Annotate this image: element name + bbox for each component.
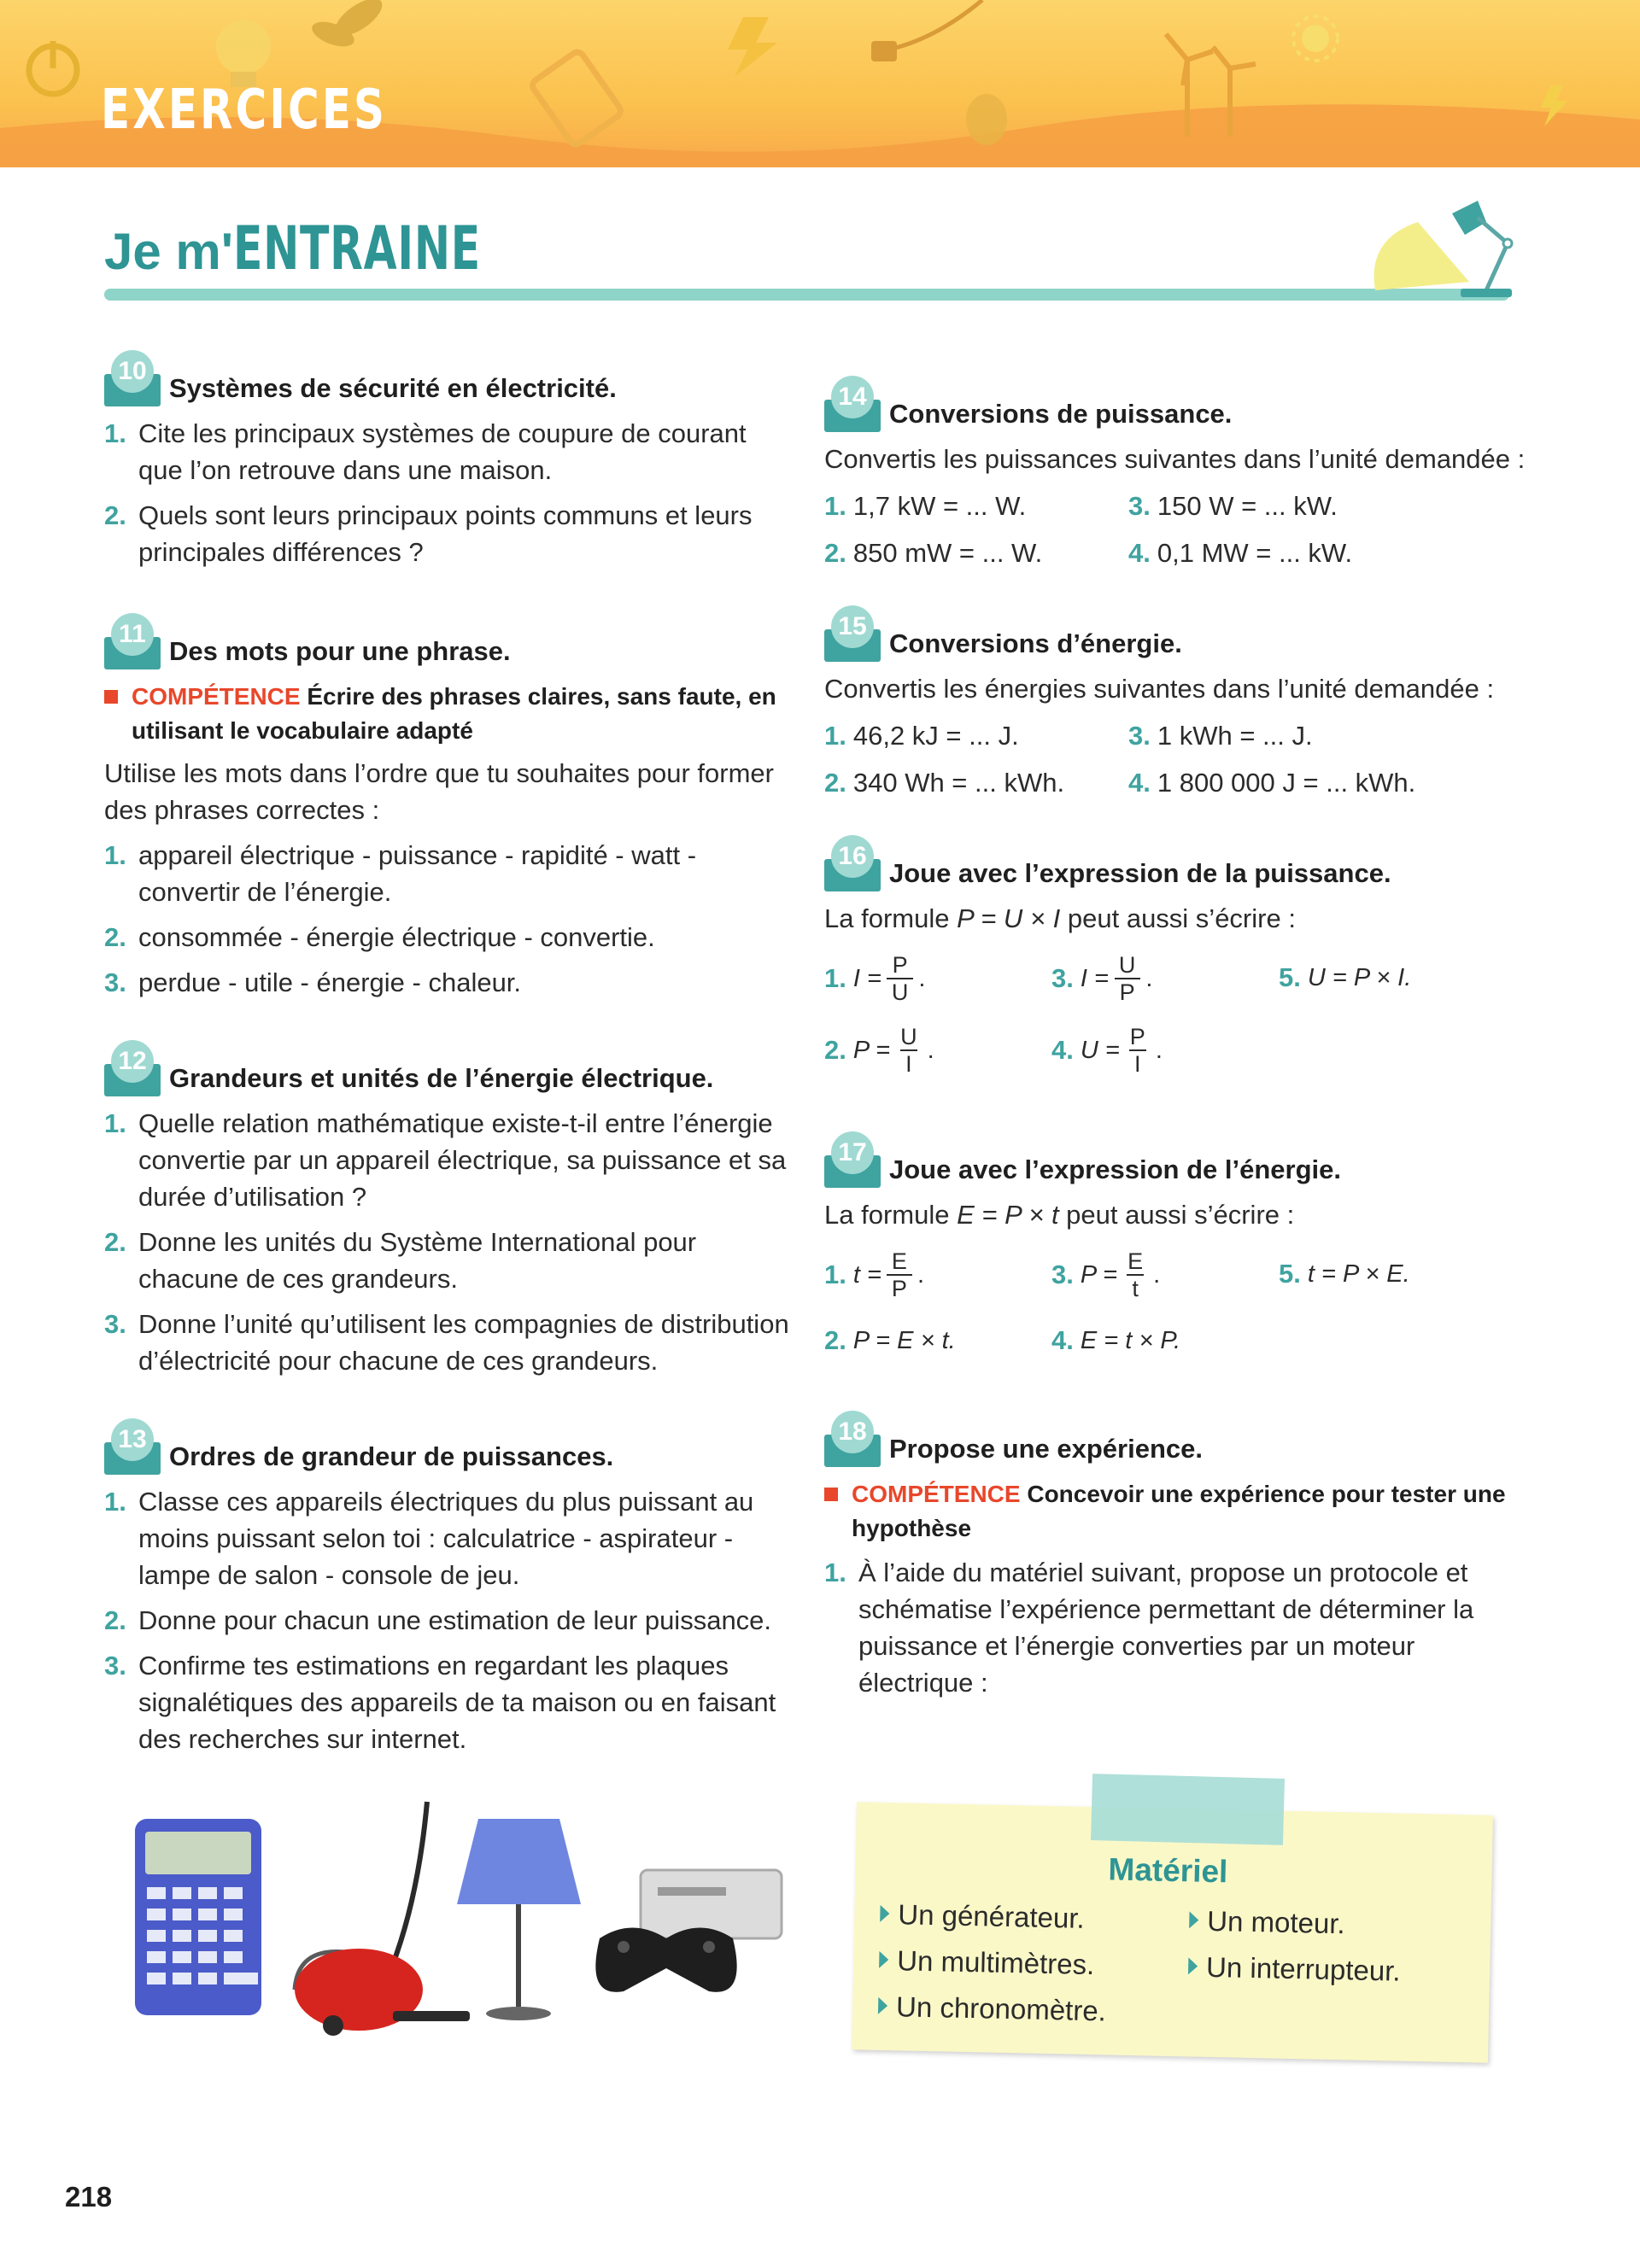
question-item: 3. 1 kWh = ... J.	[1128, 721, 1313, 751]
exercise-13	[104, 1418, 796, 1757]
question-item: 1. Quelle relation mathématique existe-t-il entre l’énergie convertie par un appareil électrique, sa puissance et sa durée d’utilisation ?	[104, 1108, 787, 1212]
exercise-number-badge: 18	[824, 1411, 881, 1467]
power-icon	[29, 41, 77, 94]
exercise-title: Des mots pour une phrase.	[169, 636, 511, 666]
conversion-grid	[824, 717, 1533, 801]
question-item: 4. 1 800 000 J = ... kWh.	[1128, 768, 1416, 798]
leaf-icon	[308, 0, 388, 51]
exercise-number-badge: 13	[104, 1418, 161, 1475]
exercise-title: Systèmes de sécurité en électricité.	[169, 373, 617, 403]
game-console-image	[595, 1870, 782, 1992]
materiel-item: Un multimètres.	[879, 1944, 1095, 1981]
title-underline	[104, 289, 1509, 301]
question-item: 2. Quels sont leurs principaux points communs et leurs principales différences ?	[104, 500, 753, 567]
exercise-title: Joue avec l’expression de l’énergie.	[889, 1154, 1341, 1184]
question-item: 2. 340 Wh = ... kWh.	[824, 768, 1065, 798]
exercise-number-badge: 10	[104, 350, 161, 406]
exercise-number-badge: 15	[824, 605, 881, 662]
question-item: 1. 46,2 kJ = ... J.	[824, 721, 1019, 751]
question-item: 1. Classe ces appareils électriques du plus puissant au moins puissant selon toi : calculatrice - aspirateur - lampe de salon - console de jeu.	[104, 1487, 754, 1590]
formula-grid	[824, 1248, 1533, 1377]
competence-note: COMPÉTENCE Concevoir une expérience pour tester une hypothèse	[824, 1477, 1533, 1546]
arrow-icon	[878, 1997, 887, 2014]
formula-item: 5. U = P × I.	[1279, 962, 1412, 992]
arrow-icon	[879, 1951, 888, 1968]
exercise-title: Ordres de grandeur de puissances.	[169, 1441, 614, 1471]
tape-decoration	[1091, 1774, 1285, 1845]
exercise-11	[104, 613, 796, 1001]
exercise-16	[824, 835, 1533, 1097]
arrow-icon	[1188, 1957, 1198, 1974]
exercise-15	[824, 605, 1533, 801]
exercise-number-badge: 11	[104, 613, 161, 669]
materiel-item: Un générateur.	[880, 1898, 1085, 1935]
vacuum-cleaner-image	[295, 1802, 470, 2036]
arrow-icon	[1189, 1911, 1198, 1928]
exercise-title: Joue avec l’expression de la puissance.	[889, 858, 1391, 888]
exercise-intro: La formule E = P × t peut aussi s’écrire :	[824, 1200, 1295, 1230]
materiel-item: Un chronomètre.	[878, 1990, 1107, 2028]
exercise-title: Grandeurs et unités de l’énergie électrique.	[169, 1063, 714, 1093]
materiel-item: Un moteur.	[1189, 1904, 1345, 1940]
exercise-number-badge: 16	[824, 835, 881, 891]
exercise-17	[824, 1131, 1533, 1377]
exercise-12	[104, 1040, 796, 1379]
question-item: 1. appareil électrique - puissance - rapidité - watt - convertir de l’énergie.	[104, 840, 697, 907]
desk-lamp-icon	[1358, 188, 1520, 299]
question-item: 1. À l’aide du matériel suivant, propose un protocole et schématise l’expérience permettant de déterminer la puissance et l’énergie converties par un moteur électrique :	[824, 1558, 1474, 1698]
page-title-part1: Je m'	[104, 223, 234, 280]
banner-title: EXERCICES	[101, 79, 388, 142]
question-item: 2. consommée - énergie électrique - convertie.	[104, 922, 655, 952]
formula-item: 4. U = $\frac{P}{I}$ .	[1051, 1024, 1163, 1077]
exercise-intro: La formule P = U × I peut aussi s’écrire :	[824, 903, 1296, 933]
question-item: 4. 0,1 MW = ... kW.	[1128, 538, 1353, 568]
question-item: 3. perdue - utile - énergie - chaleur.	[104, 967, 522, 997]
formula-item: 1. I = $\frac{P}{U}$ .	[824, 952, 926, 1005]
question-item: 1. 1,7 kW = ... W.	[824, 491, 1027, 521]
question-item: 1. Cite les principaux systèmes de coupure de courant que l’on retrouve dans une maison.	[104, 418, 747, 485]
arrow-icon	[880, 1905, 889, 1922]
question-item: 2. Donne pour chacun une estimation de leur puissance.	[104, 1605, 772, 1635]
right-column	[824, 376, 1533, 1735]
materiel-title: Matériel	[1108, 1851, 1228, 1890]
page-title-part2: ENTRAINE	[233, 213, 481, 284]
question-item: 3. Donne l’unité qu’utilisent les compagnies de distribution d’électricité pour chacune de ces grandeurs.	[104, 1309, 789, 1376]
battery-icon	[530, 50, 624, 147]
exercise-10	[104, 350, 796, 570]
formula-item: 5. t = P × E.	[1279, 1259, 1410, 1289]
left-column	[104, 350, 796, 1792]
question-item: 3. Confirme tes estimations en regardant les plaques signalétiques des appareils de ta maison ou en faisant des recherches sur internet.	[104, 1651, 776, 1754]
exercise-number-badge: 12	[104, 1040, 161, 1096]
conversion-grid	[824, 488, 1533, 571]
exercise-title: Propose une expérience.	[889, 1434, 1203, 1464]
formula-item: 3. I = $\frac{U}{P}$ .	[1051, 952, 1153, 1005]
appliance-images	[111, 1793, 794, 2041]
bulb-icon	[216, 20, 271, 87]
competence-note: COMPÉTENCE Écrire des phrases claires, sans faute, en utilisant le vocabulaire adapté	[104, 680, 796, 748]
question-item: 2. Donne les unités du Système International pour chacune de ces grandeurs.	[104, 1227, 697, 1294]
exercise-18	[824, 1411, 1533, 1701]
question-item: 3. 150 W = ... kW.	[1128, 491, 1338, 521]
sun-icon	[1293, 16, 1338, 61]
exercise-title: Conversions d’énergie.	[889, 628, 1182, 658]
exercise-title: Conversions de puissance.	[889, 399, 1233, 429]
lightning-icon	[728, 17, 777, 77]
formula-item: 1. t = $\frac{E}{P}$ .	[824, 1248, 924, 1301]
formula-item: 4. E = t × P.	[1051, 1325, 1181, 1355]
exercise-intro: Convertis les énergies suivantes dans l’unité demandée :	[824, 674, 1495, 704]
exercise-14	[824, 376, 1533, 571]
formula-item: 2. P = E × t.	[824, 1325, 956, 1355]
page-title	[104, 213, 577, 290]
formula-item: 3. P = $\frac{E}{t}$ .	[1051, 1248, 1161, 1301]
formula-grid	[824, 952, 1533, 1097]
page-number: 218	[65, 2181, 113, 2212]
exercise-intro: Convertis les puissances suivantes dans l’unité demandée :	[824, 444, 1526, 474]
materiel-item: Un interrupteur.	[1188, 1950, 1401, 1987]
table-lamp-image	[457, 1819, 581, 2020]
header-banner	[0, 0, 1640, 167]
exercise-intro: Utilise les mots dans l’ordre que tu souhaites pour former des phrases correctes :	[104, 758, 774, 825]
formula-item: 2. P = $\frac{U}{I}$ .	[824, 1024, 934, 1077]
leaf-icon-2	[966, 94, 1007, 145]
exercise-number-badge: 17	[824, 1131, 881, 1188]
question-item: 2. 850 mW = ... W.	[824, 538, 1043, 568]
exercise-number-badge: 14	[824, 376, 881, 432]
calculator-image	[135, 1819, 261, 2015]
